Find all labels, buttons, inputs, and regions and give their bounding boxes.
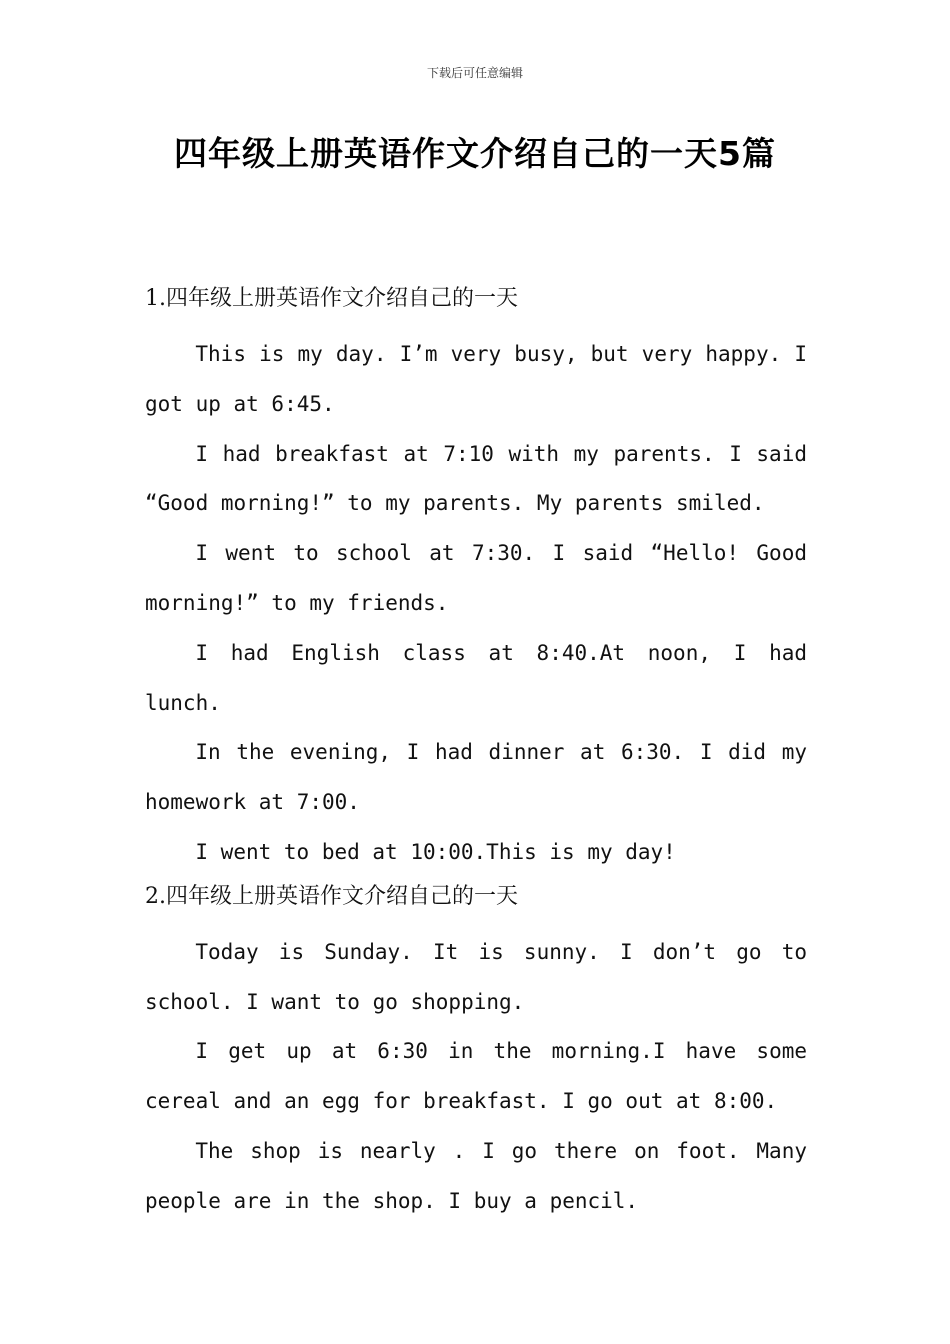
essay-paragraph: I went to school at 7:30. I said “Hello! Good morning!” to my friends. bbox=[145, 541, 807, 615]
essay-paragraph: In the evening, I had dinner at 6:30. I did my homework at 7:00. bbox=[145, 740, 807, 815]
header-note: 下载后可任意编辑 bbox=[426, 66, 523, 80]
essay-paragraph: I get up at 6:30 in the morning.I have some cereal and an egg for breakfast. I go out at 8:00. bbox=[145, 1039, 807, 1114]
essay-paragraph: I had English class at 8:40.At noon, I had lunch. bbox=[145, 640, 807, 715]
document-body bbox=[145, 280, 807, 1227]
essay-heading: 2.四年级上册英语作文介绍自己的一天 bbox=[145, 883, 518, 909]
essay-2 bbox=[145, 878, 807, 1227]
essay-paragraph: I went to bed at 10:00.This is my day! bbox=[195, 839, 676, 864]
essay-paragraph: Today is Sunday. It is sunny. I don’t go to school. I want to go shopping. bbox=[145, 939, 807, 1014]
essay-heading: 1.四年级上册英语作文介绍自己的一天 bbox=[145, 286, 518, 311]
essay-1 bbox=[145, 280, 807, 878]
document-title: 四年级上册英语作文介绍自己的一天5篇 bbox=[174, 134, 776, 173]
essay-paragraph: This is my day. I’m very busy, but very happy. I got up at 6:45. bbox=[145, 342, 807, 416]
essay-paragraph: The shop is nearly . I go there on foot. Many people are in the shop. I buy a pencil. bbox=[145, 1138, 807, 1213]
essay-paragraph: I had breakfast at 7:10 with my parents. I said “Good morning!” to my parents. My parents smiled. bbox=[145, 441, 807, 516]
